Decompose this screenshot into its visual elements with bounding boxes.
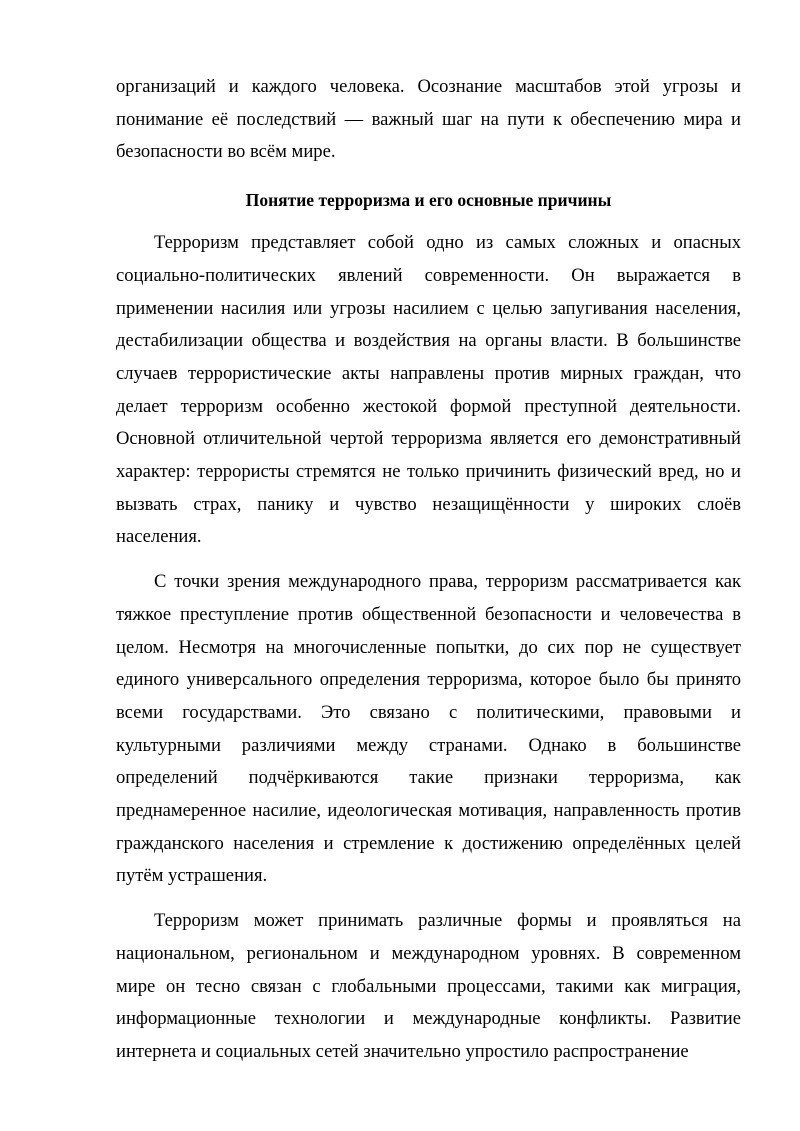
paragraph-international-law: С точки зрения международного права, терроризм рассматривается как тяжкое преступление против общественной безопасности и человечества в целом. Несмотря на многочисленные попытки, до сих пор не существует единого универсального определения терроризма, которое было бы принято всеми государствами. Это связано с политическими, правовыми и культурными различиями между странами. Однако в большинстве определений подчёркиваются такие признаки терроризма, как преднамеренное насилие, идеологическая мотивация, направленность против гражданского населения и стремление к достижению определённых целей путём устрашения. [116,571,741,887]
section-heading: Понятие терроризма и его основные причины [245,190,612,211]
paragraph-terrorism-definition: Терроризм представляет собой одно из самых сложных и опасных социально-политических явлений современности. Он выражается в применении насилия или угрозы насилием с целью запугивания населения, дестабилизации общества и воздействия на органы власти. В большинстве случаев террористические акты направлены против мирных граждан, что делает терроризм особенно жестокой формой преступной деятельности. Основной отличительной чертой терроризма является его демонстративный характер: террористы стремятся не только причинить физический вред, но и вызвать страх, панику и чувство незащищённости у широких слоёв населения. [116,232,741,548]
paragraph-forms-of-terrorism: Терроризм может принимать различные формы и проявляться на национальном, региональном и международном уровнях. В современном мире он тесно связан с глобальными процессами, такими как миграция, информационные технологии и международные конфликты. Развитие интернета и социальных сетей значительно упростило распространение [116,910,741,1062]
intro-paragraph: организаций и каждого человека. Осознание масштабов этой угрозы и понимание её последствий — важный шаг на пути к обеспечению мира и безопасности во всём мире. [116,76,741,163]
document-body [116,71,741,1069]
